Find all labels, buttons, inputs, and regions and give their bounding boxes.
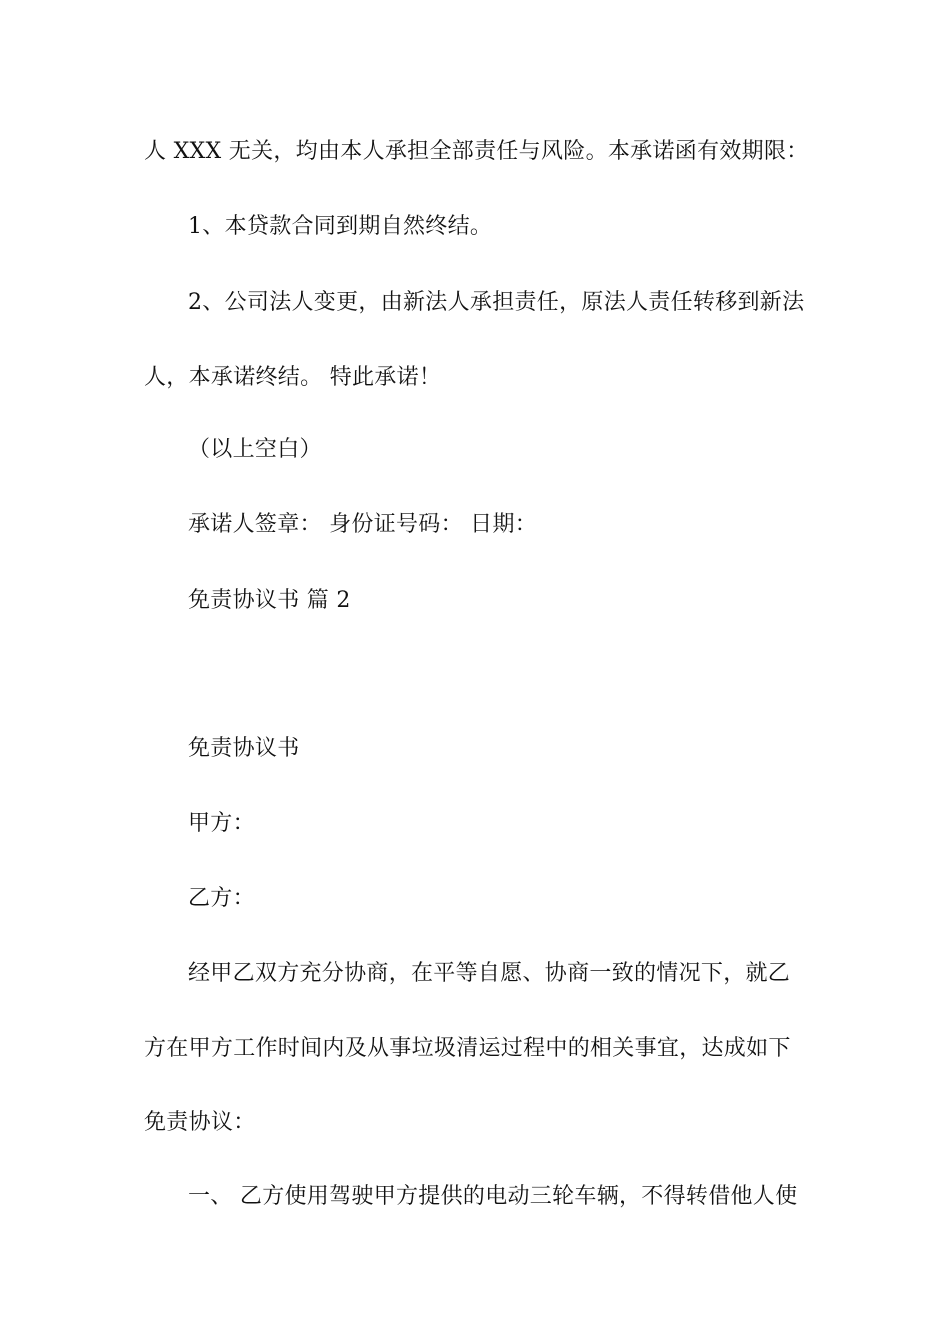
party-b-line: 乙方： xyxy=(188,886,255,911)
text-line-2: 1、本贷款合同到期自然终结。 xyxy=(188,214,493,239)
party-a-line: 甲方： xyxy=(188,811,255,836)
text-line-1: 人 XXX 无关，均由本人承担全部责任与风险。本承诺函有效期限： xyxy=(144,139,809,164)
text-line-12: 方在甲方工作时间内及从事垃圾清运过程中的相关事宜，达成如下 xyxy=(144,1036,791,1061)
agreement-title: 免责协议书 xyxy=(188,736,300,761)
text-line-4: 人，本承诺终结。 特此承诺！ xyxy=(144,365,442,390)
text-line-5: （以上空白） xyxy=(188,437,322,462)
text-line-14: 一、 乙方使用驾驶甲方提供的电动三轮车辆，不得转借他人使 xyxy=(188,1184,798,1209)
signature-line: 承诺人签章： 身份证号码： 日期： xyxy=(188,512,538,537)
section-heading: 免责协议书 篇 2 xyxy=(188,588,351,613)
text-line-3: 2、公司法人变更，由新法人承担责任，原法人责任转移到新法 xyxy=(188,290,805,315)
text-line-13: 免责协议： xyxy=(144,1110,256,1135)
text-line-11: 经甲乙双方充分协商，在平等自愿、协商一致的情况下，就乙 xyxy=(188,961,791,986)
